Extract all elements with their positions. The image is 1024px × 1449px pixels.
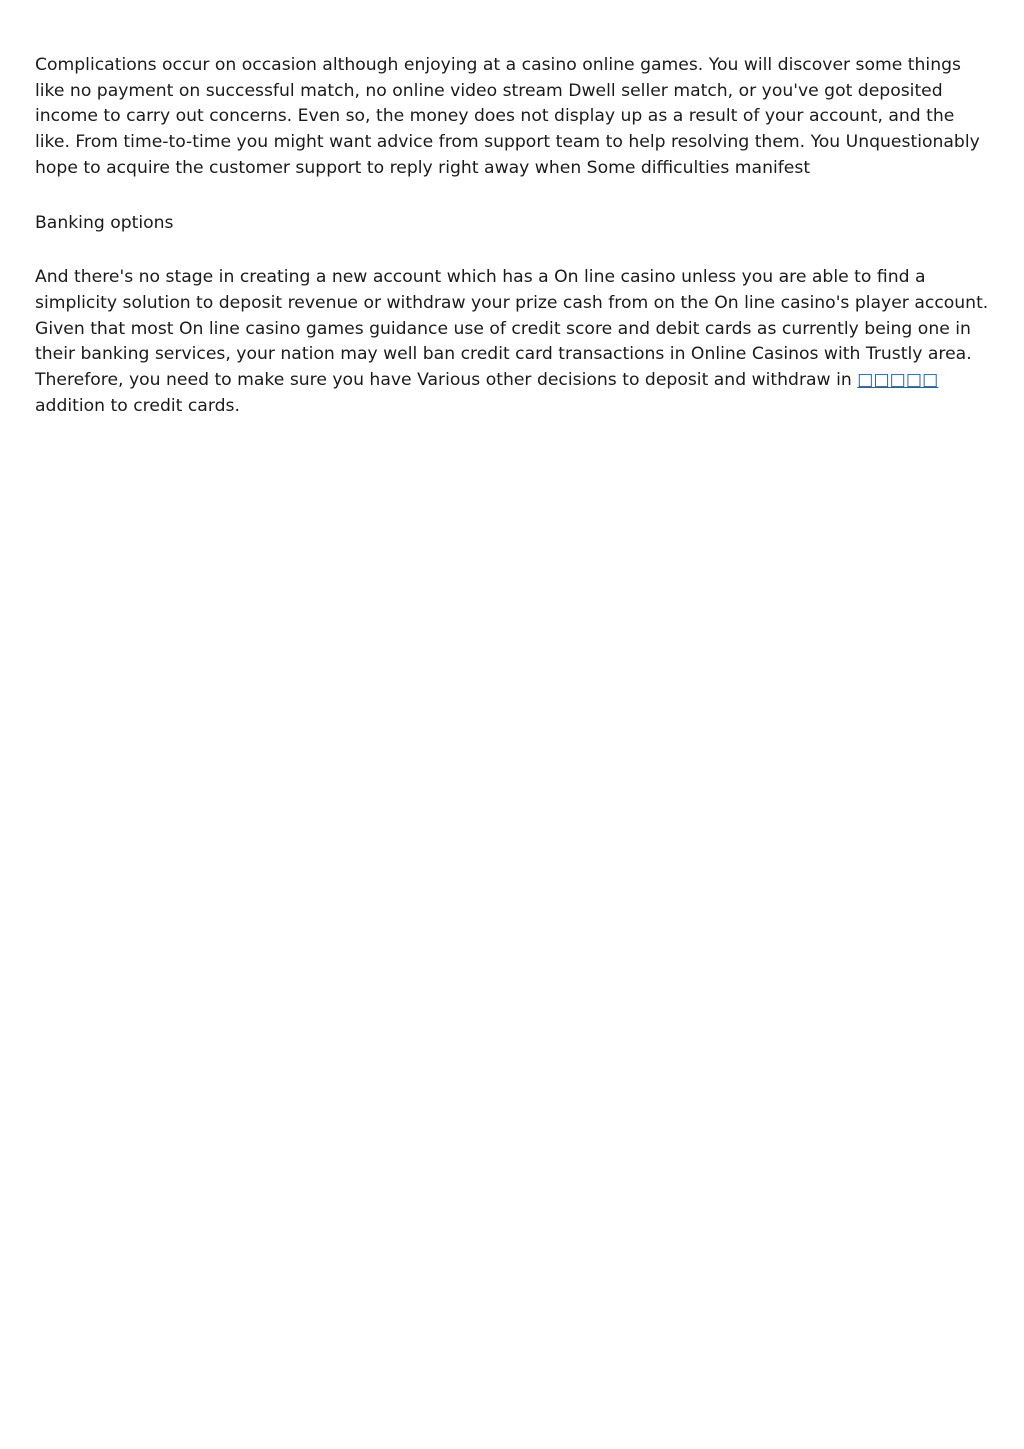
paragraph-banking-text-end: addition to credit cards. xyxy=(35,395,240,416)
heading-banking-options: Banking options xyxy=(35,212,174,233)
paragraph-banking xyxy=(35,265,993,419)
document-body xyxy=(35,53,993,448)
inline-link[interactable]: □□□□□ xyxy=(857,370,939,391)
paragraph-complications: Complications occur on occasion although enjoying at a casino online games. You will discover some things like no payment on successful match, no online video stream Dwell seller match, or you've got deposited income to carry out concerns. Even so, the money does not display up as a result of your account, and the like. From time-to-time you might want advice from support team to help resolving them. You Unquestionably hope to acquire the customer support to reply right away when Some difficulties manifest xyxy=(35,55,980,178)
paragraph-banking-text: And there's no stage in creating a new account which has a On line casino unless you are able to find a simplicity solution to deposit revenue or withdraw your prize cash from on the On line casino's player account. Given that most On line casino games guidance use of credit score and debit cards as currently being one in their banking services, your nation may well ban credit card transactions in Online Casinos with Trustly area. Therefore, you need to make sure you have Various other decisions to deposit and withdraw in xyxy=(35,267,989,391)
